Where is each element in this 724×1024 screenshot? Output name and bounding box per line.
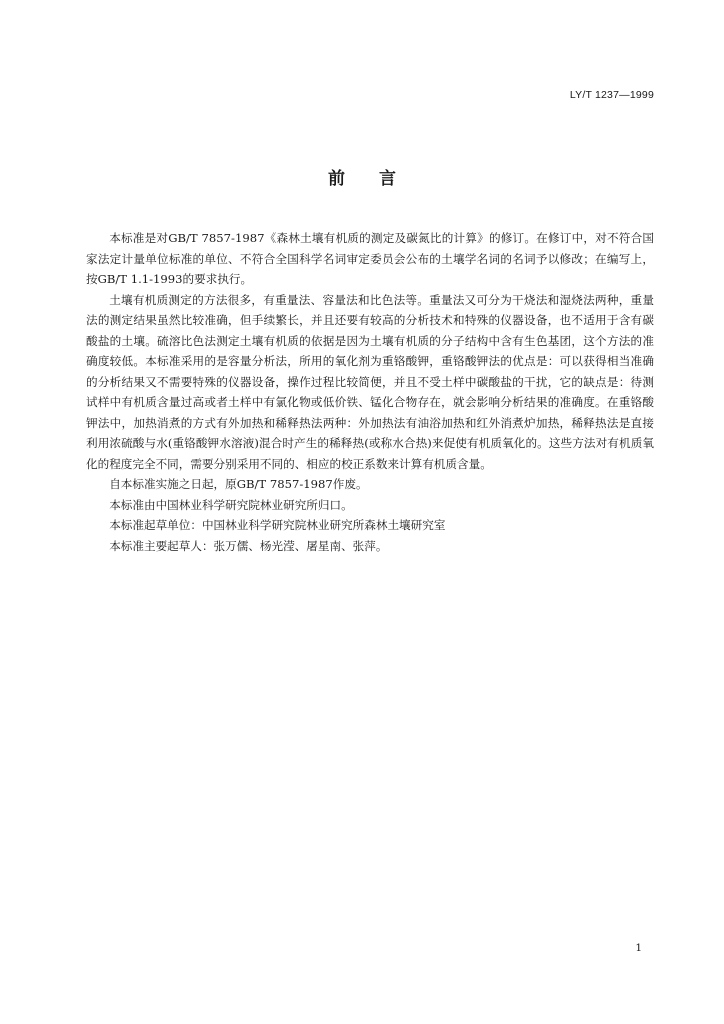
page-title: 前言 — [328, 169, 430, 189]
paragraph-supersede: 自本标准实施之日起，原GB/T 7857-1987作废。 — [109, 477, 368, 491]
paragraph-responsible-org: 本标准由中国林业科学研究院林业研究所归口。 — [109, 497, 353, 512]
paragraph-revision: 本标准是对GB/T 7857-1987《森林土壤有机质的测定及碳氮比的计算》的修订。在修订中，对不符合国家法定计量单位标准的单位、不符合全国科学名词审定委员会公布的土壤学名词的名词予以修改；在编写上，按GB/T 1.1-1993的要求执行。 — [86, 231, 654, 286]
page-number: 1 — [635, 942, 642, 954]
paragraph-methods: 土壤有机质测定的方法很多，有重量法、容量法和比色法等。重量法又可分为干烧法和湿烧法两种，重量法的测定结果虽然比较准确，但手续繁长，并且还要有较高的分析技术和特殊的仪器设备，也不适用于含有碳酸盐的土壤。硫溶比色法测定土壤有机质的依据是因为土壤有机质的分子结构中含有生色基团，这个方法的准确度较低。本标准采用的是容量分析法，所用的氧化剂为重铬酸钾，重铬酸钾法的优点是：可以获得相当准确的分析结果又不需要特殊的仪器设备，操作过程比较简便，并且不受土样中碳酸盐的干扰，它的缺点是：待测试样中有机质含量过高或者土样中有氯化物或低价铁、锰化合物存在，就会影响分析结果的准确度。在重铬酸钾法中，加热消煮的方式有外加热和稀释热法两种：外加热法有油浴加热和红外消煮炉加热，稀释热法是直接利用浓硫酸与水(重铬酸钾水溶液)混合时产生的稀释热(或称水合热)来促使有机质氧化的。这些方法对有机质氧化的程度完全不同，需要分别采用不同的、相应的校正系数来计算有机质含量。 — [86, 292, 654, 471]
foreword-body — [86, 228, 654, 556]
document-id: LY/T 1237—1999 — [569, 89, 654, 101]
paragraph-drafters: 本标准主要起草人：张万儒、杨光滢、屠星南、张萍。 — [109, 538, 388, 553]
paragraph-drafting-unit: 本标准起草单位：中国林业科学研究院林业研究所森林土壤研究室 — [109, 518, 446, 532]
